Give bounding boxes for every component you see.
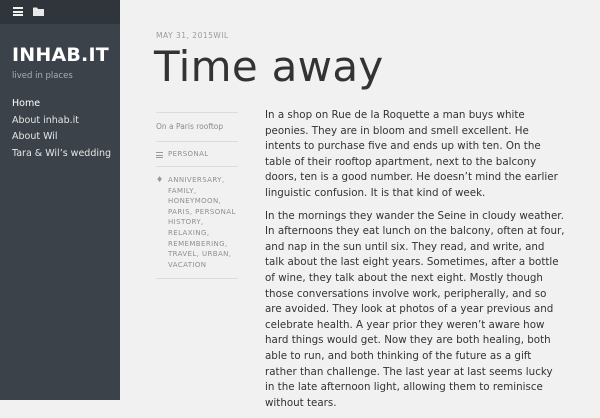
site-tagline: lived in places — [12, 71, 73, 81]
menu-icon[interactable] — [13, 7, 23, 16]
paragraph: In a shop on Rue de la Roquette a man buys white peonies. They are in bloom and smell excellent. He intents to purchase five and ends up with ten. On the table of their rooftop apartment, next to the balcony doors, ten is a good number. He doesn’t mind the earlier linguistic confusion. It is that kind of week. — [265, 109, 558, 199]
post-title: Time away — [154, 42, 384, 91]
category-row — [156, 142, 238, 166]
nav-item-about-inhabit[interactable]: About inhab.it — [12, 114, 80, 126]
sidebar — [0, 0, 120, 400]
nav-item-wedding[interactable]: Tara & Wil’s wedding — [12, 147, 112, 159]
site-title[interactable]: INHAB.IT — [12, 44, 109, 66]
post-caption: On a Paris rooftop — [156, 122, 224, 131]
nav-item-home[interactable]: Home — [12, 98, 41, 109]
main-content — [120, 0, 600, 409]
list-icon — [156, 152, 163, 158]
post-date-line — [156, 31, 229, 40]
post-body — [265, 108, 565, 418]
folder-icon[interactable] — [33, 7, 44, 16]
post-category[interactable]: PERSONAL — [168, 150, 209, 158]
main-navigation — [12, 98, 111, 164]
sidebar-toolbar — [0, 0, 120, 24]
post-tags[interactable]: ANNIVERSARY, FAMILY, HONEYMOON, PARIS, PERSONAL HISTORY, RELAXING, REMEMBERING, TRAVEL, URBAN, VACATION — [168, 176, 236, 269]
nav-item-about-wil[interactable]: About Wil — [12, 131, 58, 142]
paragraph: In the mornings they wander the Seine in cloudy weather. In afternoons they eat lunch on the balcony, often at four, and nap in the sun until six. They read, and write, and talk about the last eight years. Sometimes, after a bottle of wine, they talk about the next eight. Mostly though those conversations involve work, peripherally, and so are avoided. They look at photos of a year previous and celebrate health. A year prior they weren’t aware how hard things would get. Now they are both healing, both able to run, and both thinking of the future as a gift rather than challenge. The last year at last seems lucky in the late afternoon light, allowing them to reminisce without tears. — [265, 209, 565, 409]
tags-row — [156, 167, 238, 278]
tag-icon: ♦ — [156, 175, 164, 184]
post-date[interactable]: MAY 31, 2015 — [156, 31, 214, 40]
post-meta — [156, 112, 238, 279]
post-author[interactable]: WIL — [213, 31, 229, 40]
